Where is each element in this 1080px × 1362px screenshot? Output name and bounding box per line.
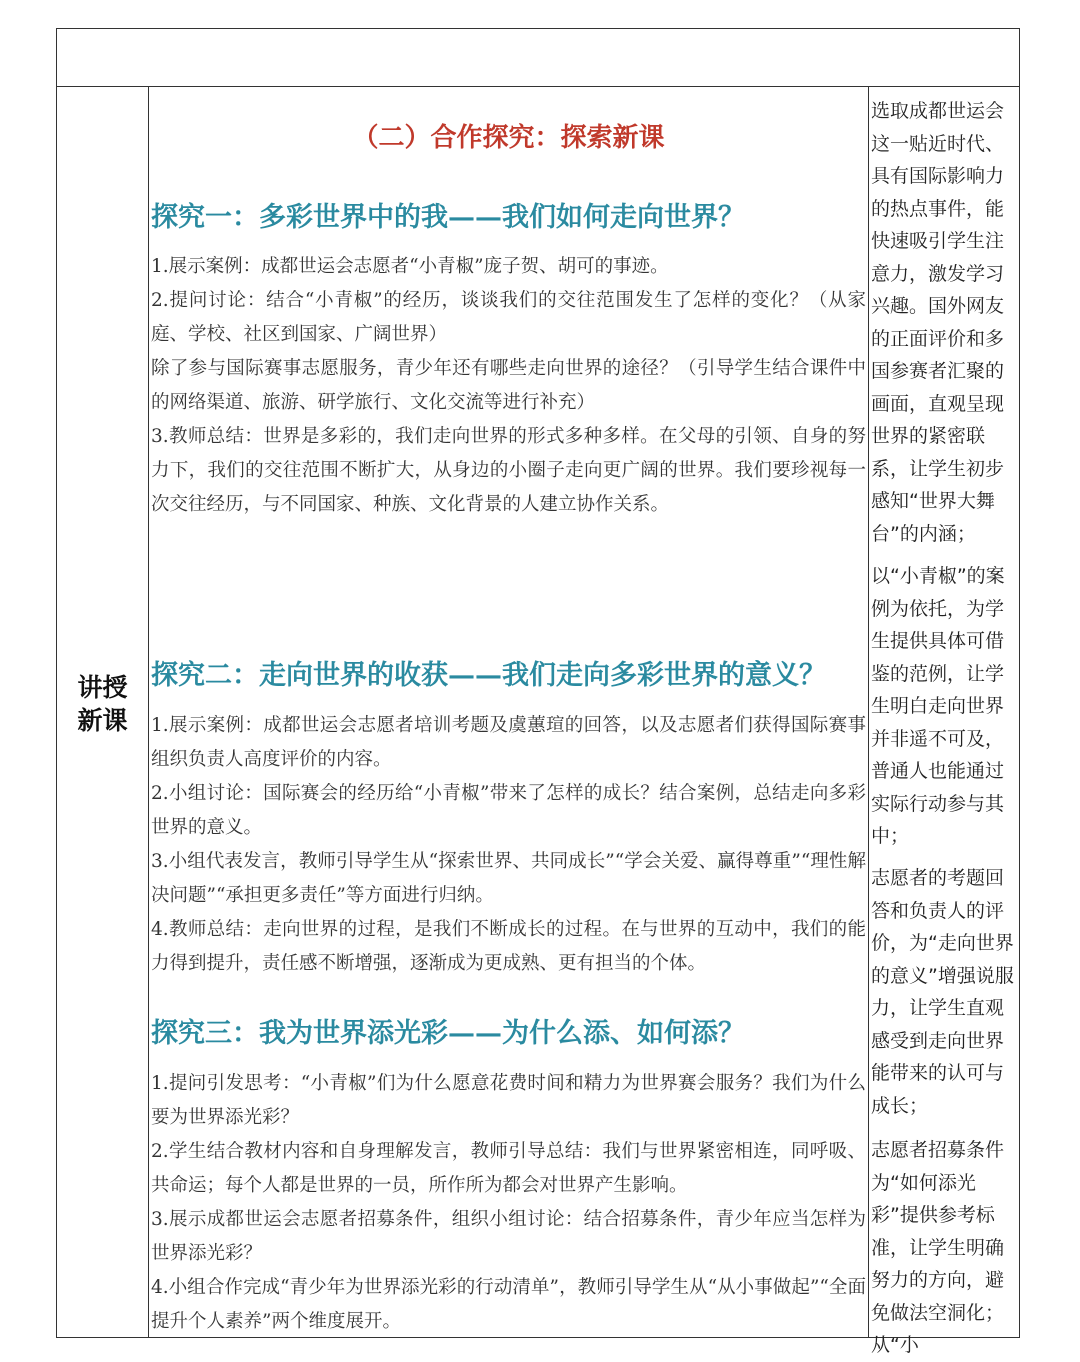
- inquiry2-para-3: 3.小组代表发言，教师引导学生从“探索世界、共同成长”“学会关爱、赢得尊重”“理性解决问题”“承担更多责任”等方面进行归纳。: [151, 851, 866, 906]
- stage-label: [57, 671, 148, 737]
- design-note-1: 选取成都世运会这一贴近时代、具有国际影响力的热点事件，能快速吸引学生注意力，激发学习兴趣。国外网友的正面评价和多国参赛者汇聚的画面，直观呈现世界的紧密联系，让学生初步感知“世界大舞台”的内涵；: [871, 100, 1005, 545]
- design-intent-cell: [869, 87, 1019, 1356]
- table-header-row: [57, 29, 1019, 87]
- inquiry2-para-2: 2.小组讨论：国际赛会的经历给“小青椒”带来了怎样的成长？结合案例，总结走向多彩世界的意义。: [151, 783, 866, 838]
- inquiry3-title: 探究三：我为世界添光彩——为什么添、如何添？: [151, 1018, 745, 1049]
- inquiry3-para-4: 4.小组合作完成“青少年为世界添光彩的行动清单”，教师引导学生从“从小事做起”“全面提升个人素养”两个维度展开。: [151, 1277, 866, 1332]
- inquiry3-para-1: 1.提问引发思考：“小青椒”们为什么愿意花费时间和精力为世界赛会服务？我们为什么要为世界添光彩？: [151, 1073, 866, 1128]
- inquiry1-para-4: 3.教师总结：世界是多彩的，我们走向世界的形式多种多样。在父母的引领、自身的努力下，我们的交往范围不断扩大，从身边的小圈子走向更广阔的世界。我们要珍视每一次交往经历，与不同国家、种族、文化背景的人建立协作关系。: [151, 426, 866, 515]
- design-note-4: 志愿者招募条件为“如何添光彩”提供参考标准，让学生明确努力的方向，避免做法空洞化；从“小: [871, 1139, 1005, 1356]
- lesson-plan-table: [56, 28, 1020, 1356]
- stage-label-text: 讲授新课: [77, 673, 128, 735]
- inquiry2-para-1: 1.展示案例：成都世运会志愿者培训考题及虞蕙瑄的回答，以及志愿者们获得国际赛事组织负责人高度评价的内容。: [151, 715, 866, 770]
- inquiry1-para-2: 2.提问讨论：结合“小青椒”的经历，谈谈我们的交往范围发生了怎样的变化？（从家庭、学校、社区到国家、广阔世界）: [151, 290, 866, 345]
- activity-cell: [149, 87, 869, 1337]
- stage-label-cell: [57, 87, 149, 1337]
- inquiry3-para-2: 2.学生结合教材内容和自身理解发言，教师引导总结：我们与世界紧密相连，同呼吸、共命运；每个人都是世界的一员，所作所为都会对世界产生影响。: [151, 1141, 866, 1196]
- inquiry1-title: 探究一：多彩世界中的我——我们如何走向世界？: [151, 202, 745, 233]
- inquiry2-title: 探究二：走向世界的收获——我们走向多彩世界的意义？: [151, 660, 826, 691]
- section-title: （二）合作探究：探索新课: [352, 123, 665, 153]
- inquiry1-para-1: 1.展示案例：成都世运会志愿者“小青椒”庞子贺、胡可的事迹。: [151, 256, 669, 277]
- inquiry2-para-4: 4.教师总结：走向世界的过程，是我们不断成长的过程。在与世界的互动中，我们的能力得到提升，责任感不断增强，逐渐成为更成熟、更有担当的个体。: [151, 919, 866, 974]
- inquiry1-para-3: 除了参与国际赛事志愿服务，青少年还有哪些走向世界的途径？（引导学生结合课件中的网络渠道、旅游、研学旅行、文化交流等进行补充）: [151, 358, 866, 413]
- design-note-3: 志愿者的考题回答和负责人的评价，为“走向世界的意义”增强说服力，让学生直观感受到走向世界能带来的认可与成长；: [871, 867, 1014, 1117]
- inquiry3-para-3: 3.展示成都世运会志愿者招募条件，组织小组讨论：结合招募条件，青少年应当怎样为世界添光彩？: [151, 1209, 866, 1264]
- design-note-2: 以“小青椒”的案例为依托，为学生提供具体可借鉴的范例，让学生明白走向世界并非遥不可及，普通人也能通过实际行动参与其中；: [871, 565, 1005, 847]
